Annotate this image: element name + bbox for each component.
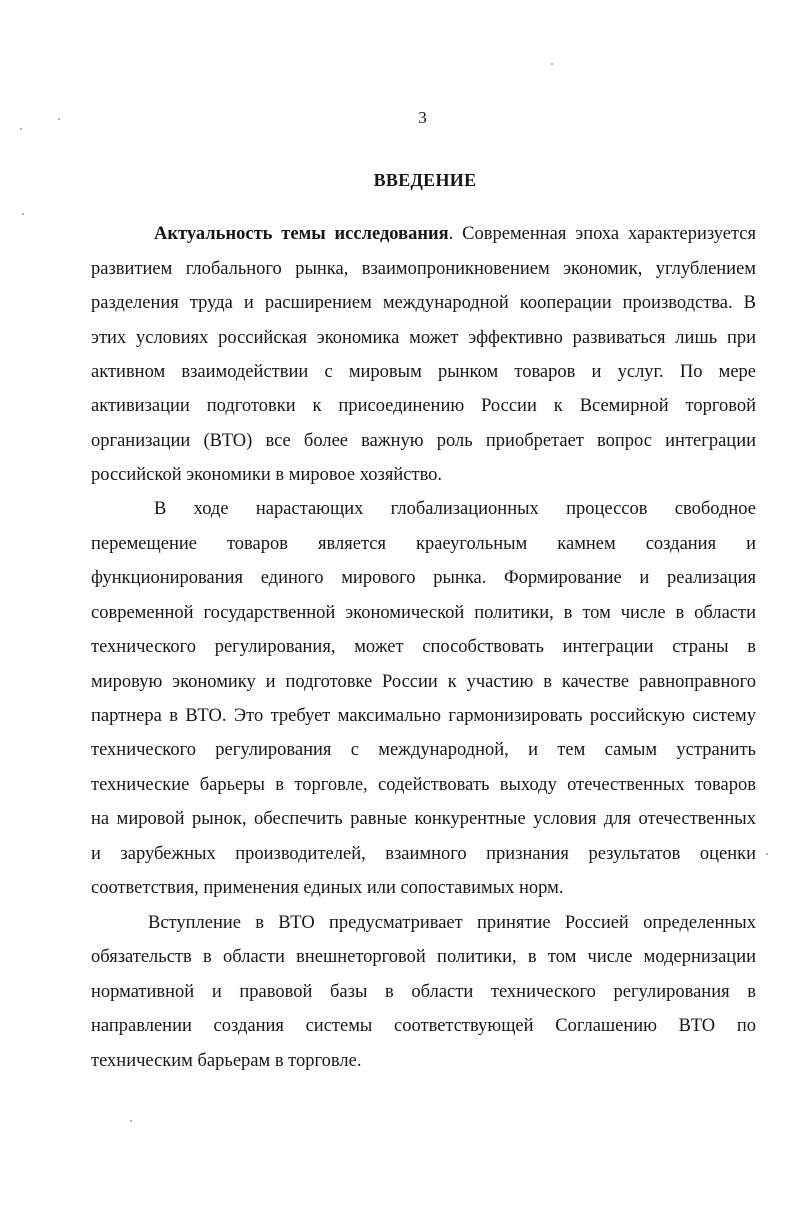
text-line: на мировой рынок, обеспечить равные конкурентные условия для отечественных	[91, 809, 756, 829]
text-line: технического регулирования, может способствовать интеграции страны в	[91, 637, 756, 657]
text-line: Вступление в ВТО предусматривает принятие Россией определенных	[148, 913, 756, 933]
text-line: техническим барьерам в торговле.	[91, 1051, 362, 1071]
text-line: технического регулирования с международной, и тем самым устранить	[91, 740, 756, 760]
text-line	[154, 222, 756, 246]
text-line: этих условиях российская экономика может эффективно развиваться лишь при	[91, 328, 756, 348]
scan-speck	[551, 63, 553, 65]
text-line: активизации подготовки к присоединению России к Всемирной торговой	[91, 396, 756, 416]
text-line: функционирования единого мирового рынка. Формирование и реализация	[91, 568, 756, 588]
scan-speck	[22, 213, 24, 215]
text-line: активном взаимодействии с мировым рынком товаров и услуг. По мере	[91, 362, 756, 382]
text-line: партнера в ВТО. Это требует максимально гармонизировать российскую систему	[91, 706, 756, 726]
text-line: В ходе нарастающих глобализационных процессов свободное	[154, 499, 756, 519]
scan-speck	[58, 118, 60, 120]
text-line: направлении создания системы соответствующей Соглашению ВТО по	[91, 1016, 756, 1036]
text-line: развитием глобального рынка, взаимопроникновением экономик, углублением	[91, 259, 756, 279]
scan-speck	[130, 1120, 132, 1122]
text-line: современной государственной экономической политики, в том числе в области	[91, 603, 756, 623]
text-line: мировую экономику и подготовке России к участию в качестве равноправного	[91, 672, 756, 692]
text-line: перемещение товаров является краеугольным камнем создания и	[91, 534, 756, 554]
lead-rest-text: . Современная эпоха характеризуется	[448, 224, 757, 244]
text-line: соответствия, применения единых или сопоставимых норм.	[91, 878, 564, 898]
text-line: нормативной и правовой базы в области технического регулирования в	[91, 982, 756, 1002]
scan-speck	[766, 853, 768, 855]
text-line: обязательств в области внешнеторговой политики, в том числе модернизации	[91, 947, 756, 967]
text-line: разделения труда и расширением международной кооперации производства. В	[91, 293, 756, 313]
text-line: технические барьеры в торговле, содействовать выходу отечественных товаров	[91, 775, 756, 795]
text-line: российской экономики в мировое хозяйство.	[91, 465, 443, 485]
scan-speck	[20, 128, 22, 130]
text-line: и зарубежных производителей, взаимного признания результатов оценки	[91, 844, 756, 864]
text-line: организации (ВТО) все более важную роль приобретает вопрос интеграции	[91, 431, 756, 451]
page-heading: ВВЕДЕНИЕ	[373, 170, 477, 190]
page-number: 3	[418, 108, 427, 127]
lead-bold-text: Актуальность темы исследования	[154, 224, 449, 244]
